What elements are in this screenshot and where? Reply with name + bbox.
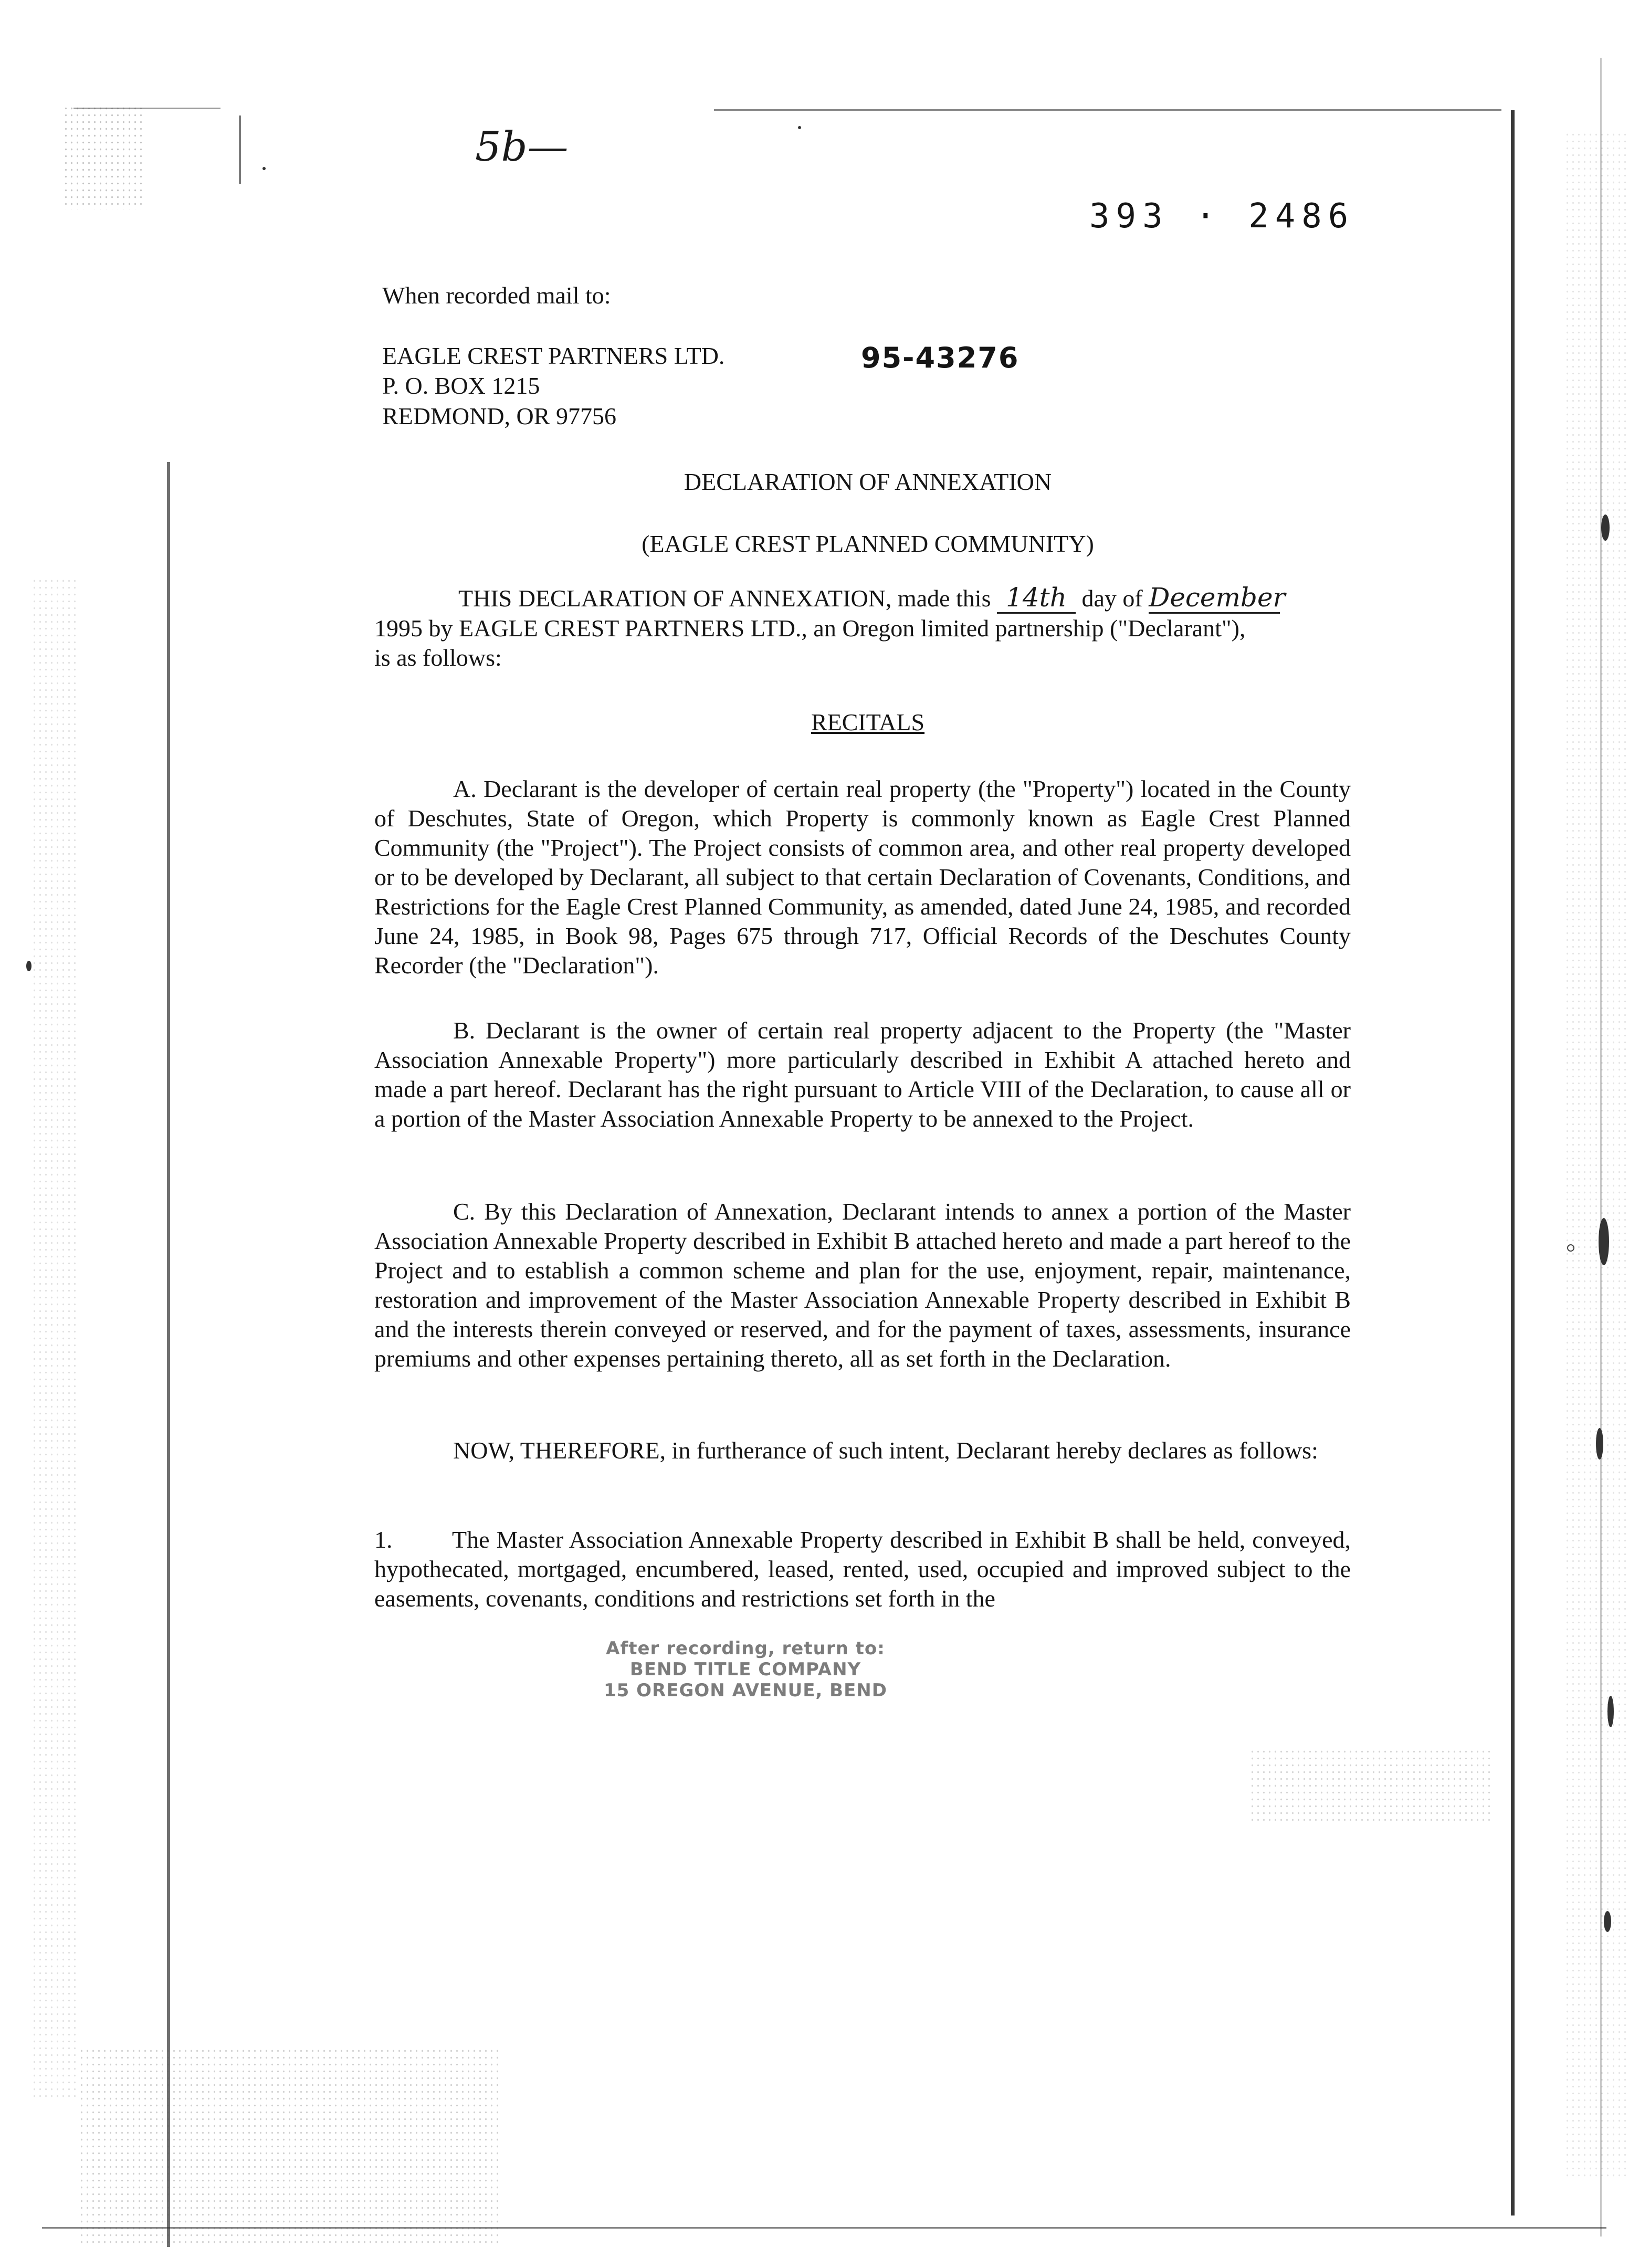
recital-a: A. Declarant is the developer of certain real property (the "Property") located in the County of Deschutes, State of Oregon, which Property is commonly known as Eagle Crest Planned Community (the "Project"). The Project consists of common area, and other real property developed or to be developed by Declarant, all subject to that certain Declaration of Covenants, Conditions, and Restrictions for the Eagle Crest Planned Community, as amended, dated June 24, 1985, and recorded June 24, 1985, in Book 98, Pages 675 through 717, Official Records of the Deschutes County Recorder (the "Declaration"). (374, 775, 1351, 979)
scan-noise-right-edge (1564, 131, 1627, 2179)
scan-speck (1599, 1218, 1609, 1265)
recital-c: C. By this Declaration of Annexation, Declarant intends to annex a portion of the Master Association Annexable Property described in Exhibit B attached hereto and made a part hereof to the Project and to establish a common scheme and plan for the use, enjoyment, repair, maintenance, restoration and improvement of the Master Association Annexable Property described in Exhibit B and the interests therein conveyed or reserved, and for the payment of taxes, assessments, insurance premiums and other expenses pertaining thereto, all as set forth in the Declaration. (374, 1198, 1351, 1372)
handwritten-day: 14th (997, 583, 1076, 614)
preamble-line-3: is as follows: (374, 644, 502, 671)
recording-document-number: 95-43276 (861, 341, 1020, 374)
document-title: DECLARATION OF ANNEXATION (684, 468, 1052, 495)
scan-speck (1601, 514, 1610, 541)
recording-return-stamp (588, 1638, 903, 1701)
stamp-line-3: 15 OREGON AVENUE, BEND (604, 1680, 887, 1701)
preamble-day-of: day of (1081, 585, 1143, 612)
scan-noise-bottom-left (79, 2048, 499, 2247)
scan-right-margin-bar (1511, 110, 1515, 2216)
document-subtitle: (EAGLE CREST PLANNED COMMUNITY) (642, 530, 1094, 557)
preamble-intro: THIS DECLARATION OF ANNEXATION, made this (458, 585, 991, 612)
stamp-line-1: After recording, return to: (606, 1638, 885, 1659)
clause-1 (374, 1525, 1351, 1613)
return-instruction: When recorded mail to: (382, 282, 611, 309)
preamble (374, 583, 1361, 673)
preamble-line-2: 1995 by EAGLE CREST PARTNERS LTD., an Oregon limited partnership ("Declarant"), (374, 615, 1246, 642)
scan-noise-bottom-right (1249, 1748, 1491, 1822)
preamble-line-1 (374, 583, 1361, 614)
now-therefore-clause: NOW, THEREFORE, in furtherance of such intent, Declarant hereby declares as follows: (453, 1437, 1318, 1464)
scan-speck (1567, 1244, 1574, 1252)
scan-top-border-line (714, 109, 1501, 111)
recipient-name: EAGLE CREST PARTNERS LTD. (382, 342, 725, 369)
recitals-heading: RECITALS (811, 709, 925, 736)
scan-speck (1607, 1696, 1614, 1727)
recital-b: B. Declarant is the owner of certain real property adjacent to the Property (the "Master Association Annexable Property") more particularly described in Exhibit A attached hereto and made a part hereof. Declarant has the right pursuant to Article VIII of the Declaration, to cause all or a portion of the Master Association Annexable Property to be annexed to the Project. (374, 1017, 1351, 1132)
clause-1-number: 1. (374, 1526, 393, 1553)
handwritten-month: December (1149, 582, 1286, 613)
scan-speck (262, 167, 266, 170)
handwritten-page-mark: 5b— (475, 123, 569, 171)
recipient-city: REDMOND, OR 97756 (382, 403, 616, 429)
scan-noise-left-edge (31, 578, 79, 2100)
scan-speck (1604, 1911, 1611, 1932)
scan-speck (26, 961, 31, 971)
scan-speck (1596, 1428, 1603, 1460)
recipient-po-box: P. O. BOX 1215 (382, 372, 540, 399)
clause-1-text: The Master Association Annexable Property described in Exhibit B shall be held, conveyed, hypothecated, mortgaged, encumbered, leased, rented, used, occupied and improved subject to the easements, covenants, conditions and restrictions set forth in the (374, 1526, 1351, 1612)
scan-left-vertical-rule (239, 116, 241, 184)
stamp-line-2: BEND TITLE COMPANY (629, 1659, 861, 1680)
scan-left-margin-bar (167, 462, 170, 2247)
book-page-reference: 393 · 2486 (1089, 197, 1355, 236)
scan-noise-top-left (63, 105, 142, 210)
scan-speck (798, 126, 801, 129)
